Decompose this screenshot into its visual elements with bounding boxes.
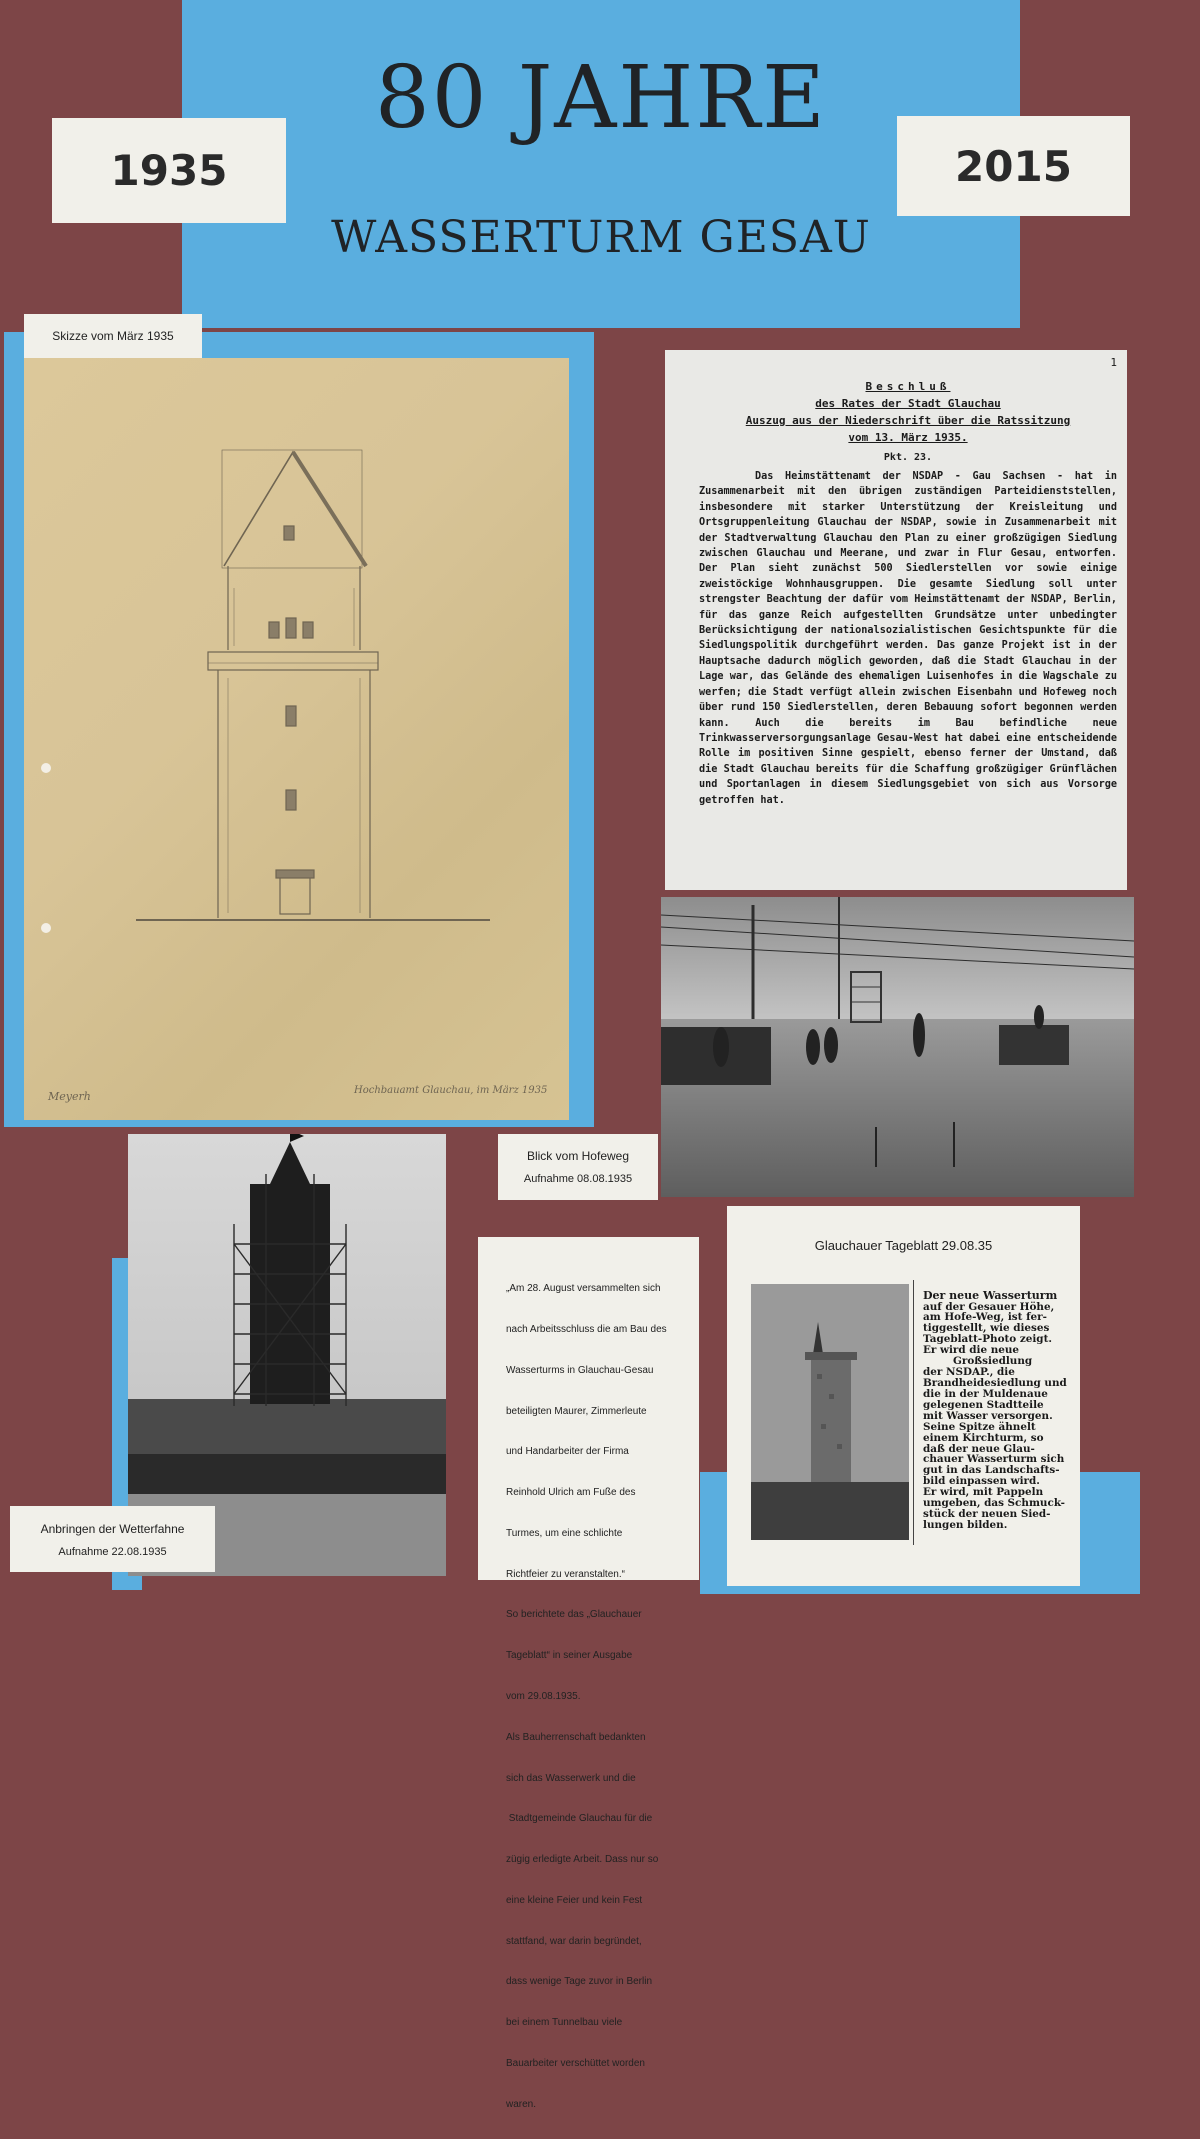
newspaper-photo <box>751 1284 909 1540</box>
quote-line: Turmes, um eine schlichte <box>506 1527 623 1539</box>
scaffold-caption-title: Anbringen der Wetterfahne <box>40 1522 185 1536</box>
newspaper-title: Glauchauer Tageblatt 29.08.35 <box>814 1238 993 1253</box>
construction-site-photo <box>661 897 1134 1197</box>
article-line: stück der neuen Sied- <box>923 1508 1051 1521</box>
year-start: 1935 <box>110 146 228 195</box>
year-end-card <box>897 116 1130 216</box>
quote-line: und Handarbeiter der Firma <box>506 1446 629 1458</box>
heading-line: des Rates der Stadt Glauchau <box>815 397 1001 410</box>
tower-newspaper-image <box>751 1284 909 1540</box>
quote-line: vom 29.08.1935. <box>506 1691 581 1702</box>
article-line: gut in das Landschafts- <box>923 1464 1060 1477</box>
quote-line: So berichtete das „Glauchauer <box>506 1609 642 1621</box>
quote-line: Als Bauherrenschaft bedankten <box>506 1731 646 1743</box>
document-page-number: 1 <box>1110 356 1117 369</box>
heading-line: Auszug aus der Niederschrift über die Ratssitzung <box>745 414 1071 427</box>
sketch-signature: Meyerh <box>48 1090 91 1103</box>
sketch-caption-card <box>24 314 202 360</box>
hofeweg-caption-title: Blick vom Hofeweg <box>526 1149 630 1163</box>
sketch-caption: Skizze vom März 1935 <box>52 329 174 343</box>
quote-line: beteiligten Maurer, Zimmerleute <box>506 1405 647 1417</box>
quote-line: Tageblatt“ in seiner Ausgabe <box>506 1650 633 1662</box>
quote-line: eine kleine Feier und kein Fest <box>506 1894 643 1906</box>
article-line: einem Kirchturm, so <box>923 1431 1044 1444</box>
article-line: mit Wasser versorgen. <box>923 1409 1053 1422</box>
newspaper-divider <box>913 1280 914 1545</box>
hofeweg-caption-card <box>498 1134 658 1200</box>
quote-line: Bauarbeiter verschüttet worden <box>506 2058 645 2070</box>
year-start-card <box>52 118 286 223</box>
page-title: 80 JAHRE <box>375 48 827 148</box>
document-heading <box>699 378 1117 446</box>
richtfeier-text <box>506 1255 699 2139</box>
article-line: umgeben, das Schmuck- <box>923 1497 1065 1510</box>
article-line: Brandheidesiedlung und <box>923 1377 1067 1389</box>
quote-line: Richtfeier zu veranstalten.“ <box>506 1568 625 1580</box>
quote-line: bei einem Tunnelbau viele <box>506 2017 623 2029</box>
scaffold-caption-card <box>10 1506 215 1572</box>
richtfeier-text-card <box>478 1237 699 2110</box>
heading-line: Beschluß <box>865 380 951 393</box>
quote-line: Reinhold Ulrich am Fuße des <box>506 1487 636 1499</box>
article-line: Er wird, mit Pappeln <box>923 1486 1044 1499</box>
hofeweg-caption-date: Aufnahme 08.08.1935 <box>523 1173 633 1185</box>
article-line: die in der Muldenaue <box>923 1387 1048 1400</box>
article-line: chauer Wasserturm sich <box>923 1453 1065 1466</box>
article-line: auf der Gesauer Höhe, <box>923 1300 1055 1313</box>
title-banner <box>182 0 1020 328</box>
quote-line: Stadtgemeinde Glauchau für die <box>506 1813 653 1825</box>
article-line: Großsiedlung <box>953 1355 1033 1368</box>
article-line: lungen bilden. <box>923 1518 1008 1531</box>
scaffold-caption-date: Aufnahme 22.08.1935 <box>58 1546 167 1558</box>
quote-line: dass wenige Tage zuvor in Berlin <box>506 1976 653 1988</box>
council-resolution-document <box>665 350 1127 890</box>
article-headline: Der neue Wasserturm <box>923 1289 1058 1302</box>
page-subtitle: WASSERTURM GESAU <box>331 212 871 263</box>
quote-line: waren. <box>506 2098 537 2110</box>
quote-line: Wasserturms in Glauchau-Gesau <box>506 1364 654 1376</box>
newspaper-card <box>727 1206 1080 1586</box>
article-line: der NSDAP., die <box>923 1366 1015 1379</box>
sketch-note: Hochbauamt Glauchau, im März 1935 <box>354 1085 548 1096</box>
article-line: daß der neue Glau- <box>923 1442 1035 1455</box>
quote-line: stattfand, war darin begründet, <box>506 1935 642 1947</box>
newspaper-article <box>923 1290 1077 1531</box>
quote-line: „Am 28. August versammelten sich <box>506 1283 661 1295</box>
article-line: Seine Spitze ähnelt <box>923 1420 1036 1433</box>
article-line: gelegenen Stadtteile <box>923 1398 1044 1411</box>
construction-site-image <box>661 897 1134 1197</box>
quote-line: nach Arbeitsschluss die am Bau des <box>506 1323 667 1335</box>
document-body: Das Heimstättenamt der NSDAP - Gau Sachsen - hat in Zusammenarbeit mit den übrigen zuständigen Parteidienststellen, insbesondere mit starker Unterstützung der Kreisleitung und Ortsgruppenleitung Glauchau der NSDAP, sowie in Zusammenarbeit mit der Stadtverwaltung Glauchau den Plan zu einer großzügigen Siedlung zwischen Glauchau und Meerane, und zwar in Flur Gesau, entworfen. Der Plan sieht zunächst 500 Siedlerstellen vor sowie einige zweistöckige Wohnhausgruppen. Die gesamte Siedlung soll unter strengster Beachtung der dafür vom Heimstättenamt der NSDAP, Berlin, für das ganze Reich aufgestellten Grundsätze unter unbedingter Berücksichtigung der nationalsozialistischen Gesichtspunkte für die Siedlungspolitik durchgeführt werden. Das ganze Projekt ist in der Hauptsache dadurch möglich geworden, daß die Stadt Glauchau in der Lage war, das Gelände des ehemaligen Luisenhofes in die Wagschale zu werfen; die Stadt verfügt allein zwischen Eisenbahn und Hofeweg noch über rund 150 Siedlerstellen, deren Bebauung sofort begonnen werden kann. Auch die bereits im Bau befindliche neue Trinkwasserversorgungsanlage Gesau-West hat dabei eine entscheidende Rolle im positiven Sinne gespielt, ebenso ferner der Umstand, daß die Stadt Glauchau bereits für die Schaffung großzügiger Grünflächen und Sportanlagen in diesem Siedlungsgebiet von sich aus Vorsorge getroffen hat. <box>699 471 1117 806</box>
article-line: bild einpassen wird. <box>923 1475 1040 1488</box>
heading-line: vom 13. März 1935. <box>848 431 968 444</box>
article-line: Tageblatt-Photo zeigt. <box>923 1333 1052 1346</box>
quote-line: sich das Wasserwerk und die <box>506 1772 636 1784</box>
year-end: 2015 <box>955 142 1072 191</box>
article-line: Er wird die neue <box>923 1344 1020 1357</box>
article-line: tiggestellt, wie dieses <box>923 1322 1050 1335</box>
quote-line: zügig erledigte Arbeit. Dass nur so <box>506 1854 659 1866</box>
sketch-paper <box>24 358 569 1120</box>
document-point: Pkt. 23. <box>883 452 933 463</box>
article-line: am Hofe-Weg, ist fer- <box>923 1311 1047 1324</box>
water-tower-sketch <box>24 358 569 1120</box>
